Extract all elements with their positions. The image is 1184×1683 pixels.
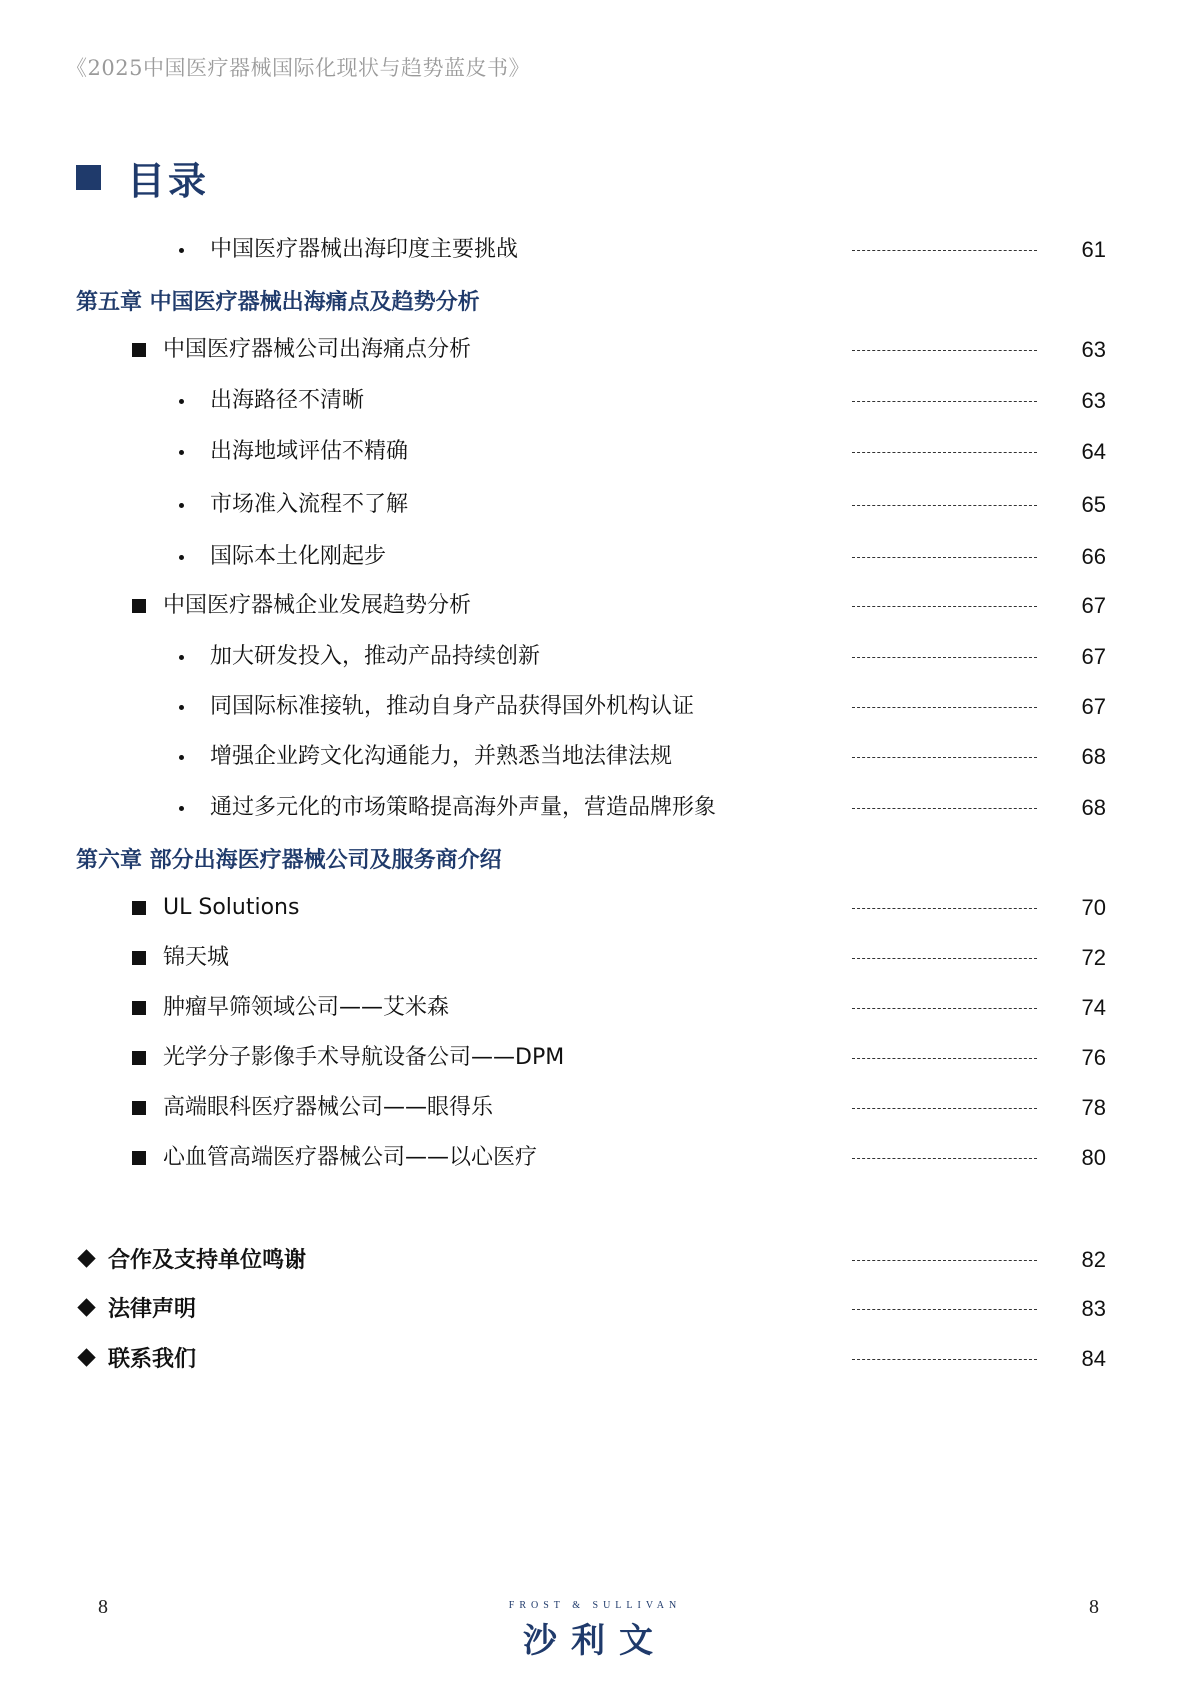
toc-entry-label: 中国医疗器械企业发展趋势分析 xyxy=(163,593,472,618)
toc-entry-row xyxy=(0,432,1184,472)
dotted-leader xyxy=(852,250,1037,251)
dotted-leader xyxy=(852,557,1037,558)
toc-entry-row xyxy=(0,586,1184,626)
bullet-dot-icon xyxy=(179,450,184,455)
toc-title: 目录 xyxy=(127,159,210,203)
logo-chinese-text: 沙利文 xyxy=(523,1621,667,1661)
toc-entry-label: 增强企业跨文化沟通能力，并熟悉当地法律法规 xyxy=(210,744,673,769)
toc-entry-row xyxy=(0,485,1184,525)
toc-page-number: 72 xyxy=(1081,945,1106,970)
toc-entry-label: 出海路径不清晰 xyxy=(210,388,365,413)
bullet-diamond-icon xyxy=(77,1348,95,1366)
toc-entry-label: 心血管高端医疗器械公司——以心医疗 xyxy=(163,1145,538,1170)
toc-page-number: 80 xyxy=(1081,1145,1106,1170)
toc-page-number: 78 xyxy=(1081,1095,1106,1120)
bullet-diamond-icon xyxy=(77,1249,95,1267)
toc-entry-row xyxy=(0,381,1184,421)
bullet-diamond-icon xyxy=(77,1298,95,1316)
toc-entry-label: 法律声明 xyxy=(108,1296,197,1322)
toc-entry-row xyxy=(0,1339,1184,1379)
bullet-dot-icon xyxy=(179,705,184,710)
toc-entry-label: 高端眼科医疗器械公司——眼得乐 xyxy=(163,1095,494,1120)
toc-entry-row xyxy=(0,988,1184,1028)
dotted-leader xyxy=(852,452,1037,453)
toc-entry-row xyxy=(0,1138,1184,1178)
toc-entry-label: 合作及支持单位鸣谢 xyxy=(108,1247,307,1273)
toc-entry-row xyxy=(0,537,1184,577)
page-number-right: 8 xyxy=(1089,1596,1099,1618)
bullet-square-icon xyxy=(132,1051,146,1065)
toc-page-number: 66 xyxy=(1081,544,1106,569)
dotted-leader xyxy=(852,908,1037,909)
frost-sullivan-logo xyxy=(500,1600,690,1662)
dotted-leader xyxy=(852,401,1037,402)
toc-entry-row xyxy=(0,637,1184,677)
toc-entry-row xyxy=(0,788,1184,828)
heading-square-icon xyxy=(76,165,101,190)
toc-page-number: 63 xyxy=(1081,388,1106,413)
bullet-square-icon xyxy=(132,1101,146,1115)
toc-page-number: 61 xyxy=(1081,237,1106,262)
toc-page-number: 74 xyxy=(1081,995,1106,1020)
toc-entry-label: 第六章 部分出海医疗器械公司及服务商介绍 xyxy=(76,847,502,873)
toc-entry-label: 第五章 中国医疗器械出海痛点及趋势分析 xyxy=(76,289,480,315)
toc-page-number: 83 xyxy=(1081,1296,1106,1321)
toc-page-number: 67 xyxy=(1081,593,1106,618)
toc-entry-label: 通过多元化的市场策略提高海外声量，营造品牌形象 xyxy=(210,795,717,820)
toc-entry-label: 市场准入流程不了解 xyxy=(210,492,409,517)
toc-entry-row xyxy=(0,1240,1184,1280)
toc-page-number: 84 xyxy=(1081,1346,1106,1371)
dotted-leader xyxy=(852,1158,1037,1159)
toc-page-number: 70 xyxy=(1081,895,1106,920)
dotted-leader xyxy=(852,757,1037,758)
dotted-leader xyxy=(852,350,1037,351)
dotted-leader xyxy=(852,707,1037,708)
toc-chapter-row xyxy=(0,840,1184,880)
dotted-leader xyxy=(852,505,1037,506)
toc-page-number: 68 xyxy=(1081,744,1106,769)
toc-entry-row xyxy=(0,888,1184,928)
toc-entry-row xyxy=(0,737,1184,777)
toc-entry-row xyxy=(0,687,1184,727)
page-number-left: 8 xyxy=(98,1596,108,1618)
bullet-square-icon xyxy=(132,951,146,965)
toc-entry-row xyxy=(0,1088,1184,1128)
toc-page-number: 64 xyxy=(1081,439,1106,464)
toc-entry-label: 锦天城 xyxy=(163,945,230,970)
bullet-square-icon xyxy=(132,1001,146,1015)
bullet-dot-icon xyxy=(179,399,184,404)
toc-entry-label: 中国医疗器械公司出海痛点分析 xyxy=(163,337,472,362)
toc-chapter-row xyxy=(0,282,1184,322)
dotted-leader xyxy=(852,1008,1037,1009)
toc-entry-row xyxy=(0,938,1184,978)
toc-entry-row xyxy=(0,1038,1184,1078)
bullet-dot-icon xyxy=(179,555,184,560)
bullet-square-icon xyxy=(132,343,146,357)
toc-entry-label: 光学分子影像手术导航设备公司——DPM xyxy=(163,1045,565,1070)
toc-entry-label: 国际本土化刚起步 xyxy=(210,544,387,569)
dotted-leader xyxy=(852,1309,1037,1310)
toc-page-number: 68 xyxy=(1081,795,1106,820)
toc-entry-row xyxy=(0,330,1184,370)
toc-entry-label: 加大研发投入，推动产品持续创新 xyxy=(210,644,541,669)
dotted-leader xyxy=(852,808,1037,809)
toc-page-number: 67 xyxy=(1081,644,1106,669)
toc-entry-label: UL Solutions xyxy=(163,895,300,920)
toc-heading xyxy=(76,150,209,205)
bullet-square-icon xyxy=(132,599,146,613)
dotted-leader xyxy=(852,958,1037,959)
toc-entry-label: 同国际标准接轨，推动自身产品获得国外机构认证 xyxy=(210,694,695,719)
bullet-dot-icon xyxy=(179,503,184,508)
report-header: 《2025中国医疗器械国际化现状与趋势蓝皮书》 xyxy=(66,56,530,80)
toc-entry-label: 肿瘤早筛领域公司——艾米森 xyxy=(163,995,450,1020)
bullet-square-icon xyxy=(132,901,146,915)
toc-entry-row xyxy=(0,1289,1184,1329)
dotted-leader xyxy=(852,606,1037,607)
bullet-square-icon xyxy=(132,1151,146,1165)
toc-page-number: 65 xyxy=(1081,492,1106,517)
toc-page-number: 76 xyxy=(1081,1045,1106,1070)
bullet-dot-icon xyxy=(179,755,184,760)
toc-entry-label: 出海地域评估不精确 xyxy=(210,439,409,464)
bullet-dot-icon xyxy=(179,655,184,660)
dotted-leader xyxy=(852,1108,1037,1109)
bullet-dot-icon xyxy=(179,806,184,811)
toc-page-number: 63 xyxy=(1081,337,1106,362)
dotted-leader xyxy=(852,657,1037,658)
toc-page-number: 67 xyxy=(1081,694,1106,719)
dotted-leader xyxy=(852,1260,1037,1261)
dotted-leader xyxy=(852,1058,1037,1059)
toc-entry-label: 联系我们 xyxy=(108,1346,197,1372)
logo-english-text: FROST & SULLIVAN xyxy=(508,1600,682,1611)
toc-entry-label: 中国医疗器械出海印度主要挑战 xyxy=(210,237,519,262)
toc-page-number: 82 xyxy=(1081,1247,1106,1272)
toc-entry-row xyxy=(0,230,1184,270)
bullet-dot-icon xyxy=(179,248,184,253)
dotted-leader xyxy=(852,1359,1037,1360)
